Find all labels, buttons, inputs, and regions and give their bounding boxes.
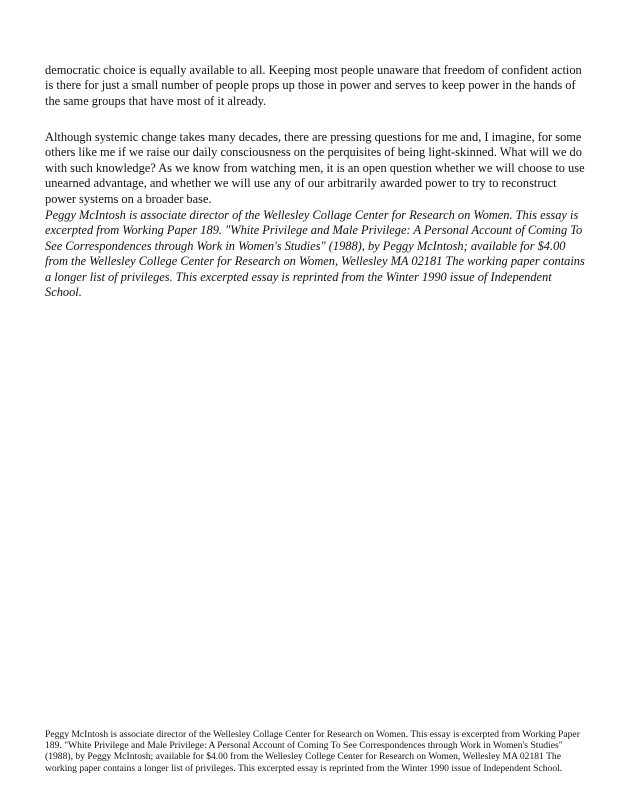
body-paragraph-democratic-choice: democratic choice is equally available to all. Keeping most people unaware that freedom of confident action is there for just a small number of people props up those in power and serves to keep power in the hands of the same groups that have most of it already. — [45, 63, 582, 108]
author-note: Peggy McIntosh is associate director of the Wellesley Collage Center for Research on Women. This essay is excerpted from Working Paper 189. "White Privilege and Male Privilege: A Personal Account of Coming To See Correspondences through Work in Women's Studies" (1988), by Peggy McIntosh; available for $4.00 from the Wellesley College Center for Research on Women, Wellesley MA 02181 The working paper contains a longer list of privileges. This excerpted essay is reprinted from the Winter 1990 issue of Independent School. — [45, 208, 585, 300]
body-paragraph-systemic-change: Although systemic change takes many decades, there are pressing questions for me and, I imagine, for some others like me if we raise our daily consciousness on the perquisites of being light-skinned. What will we do with such knowledge? As we know from watching men, it is an open question whether we will choose to use unearned advantage, and whether we will use any of our arbitrarily awarded power to try to reconstruct power systems on a broader base. — [45, 130, 585, 206]
footer-note: Peggy McIntosh is associate director of the Wellesley Collage Center for Research on Women. This essay is excerpted from Working Paper 189. "White Privilege and Male Privilege: A Personal Account of Coming To See Correspondences through Work in Women's Studies" (1988), by Peggy McIntosh; available for $4.00 from the Wellesley College Center for Research on Women, Wellesley MA 02181 The working paper contains a longer list of privileges. This excerpted essay is reprinted from the Winter 1990 issue of Independent School. — [45, 729, 580, 774]
